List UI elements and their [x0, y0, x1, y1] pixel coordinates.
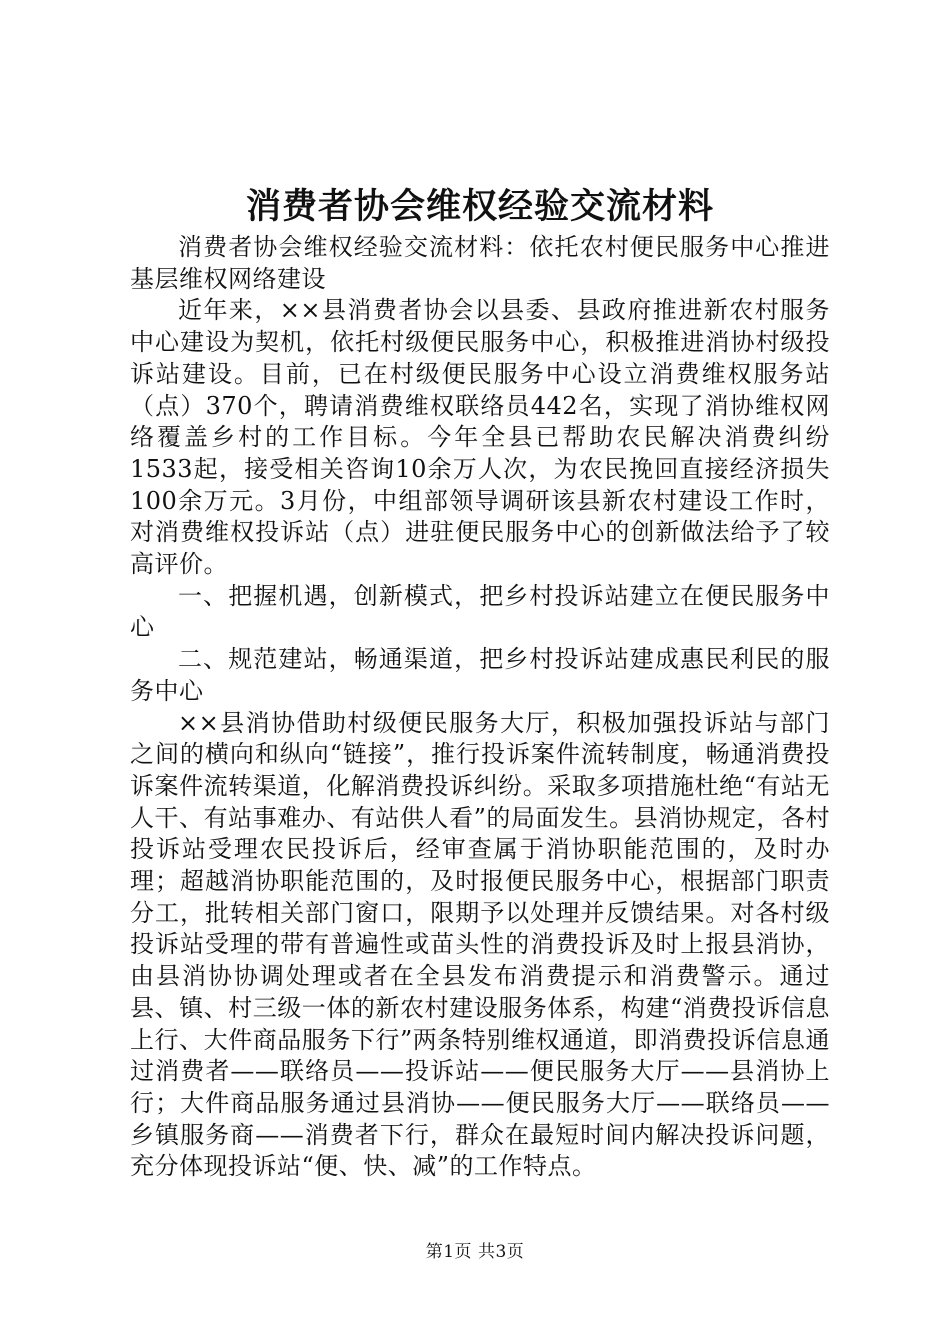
- paragraph-heading-two: 二、规范建站，畅通渠道，把乡村投诉站建成惠民利民的服务中心: [130, 645, 830, 705]
- paragraph-intro: 近年来，××县消费者协会以县委、县政府推进新农村服务中心建设为契机，依托村级便民服务中心，积极推进消协村级投诉站建设。目前，已在村级便民服务中心设立消费维权服务站（点）370个，聘请消费维权联络员442名，实现了消协维权网络覆盖乡村的工作目标。今年全县已帮助农民解决消费纠纷1533起，接受相关咨询10余万人次，为农民挽回直接经济损失100余万元。3月份，中组部领导调研该县新农村建设工作时，对消费维权投诉站（点）进驻便民服务中心的创新做法给予了较高评价。: [130, 296, 830, 579]
- document-title: 消费者协会维权经验交流材料: [245, 187, 714, 227]
- document-body: [130, 232, 830, 1183]
- paragraph-detail: ××县消协借助村级便民服务大厅，积极加强投诉站与部门之间的横向和纵向“链接”，推行投诉案件流转制度，畅通消费投诉案件流转渠道，化解消费投诉纠纷。采取多项措施杜绝“有站无人干、有站事难办、有站供人看”的局面发生。县消协规定，各村投诉站受理农民投诉后，经审查属于消协职能范围的，及时办理；超越消协职能范围的，及时报便民服务中心，根据部门职责分工，批转相关部门窗口，限期予以处理并反馈结果。对各村级投诉站受理的带有普遍性或苗头性的消费投诉及时上报县消协，由县消协协调处理或者在全县发布消费提示和消费警示。通过县、镇、村三级一体的新农村建设服务体系，构建“消费投诉信息上行、大件商品服务下行”两条特别维权通道，即消费投诉信息通过消费者——联络员——投诉站——便民服务大厅——县消协上行；大件商品服务通过县消协——便民服务大厅——联络员——乡镇服务商——消费者下行，群众在最短时间内解决投诉问题，充分体现投诉站“便、快、减”的工作特点。: [130, 708, 830, 1181]
- page-number-footer: 第1页 共3页: [425, 1242, 525, 1262]
- paragraph-heading-one: 一、把握机遇，创新模式，把乡村投诉站建立在便民服务中心: [130, 581, 830, 642]
- paragraph-subtitle: 消费者协会维权经验交流材料：依托农村便民服务中心推进基层维权网络建设: [130, 233, 830, 293]
